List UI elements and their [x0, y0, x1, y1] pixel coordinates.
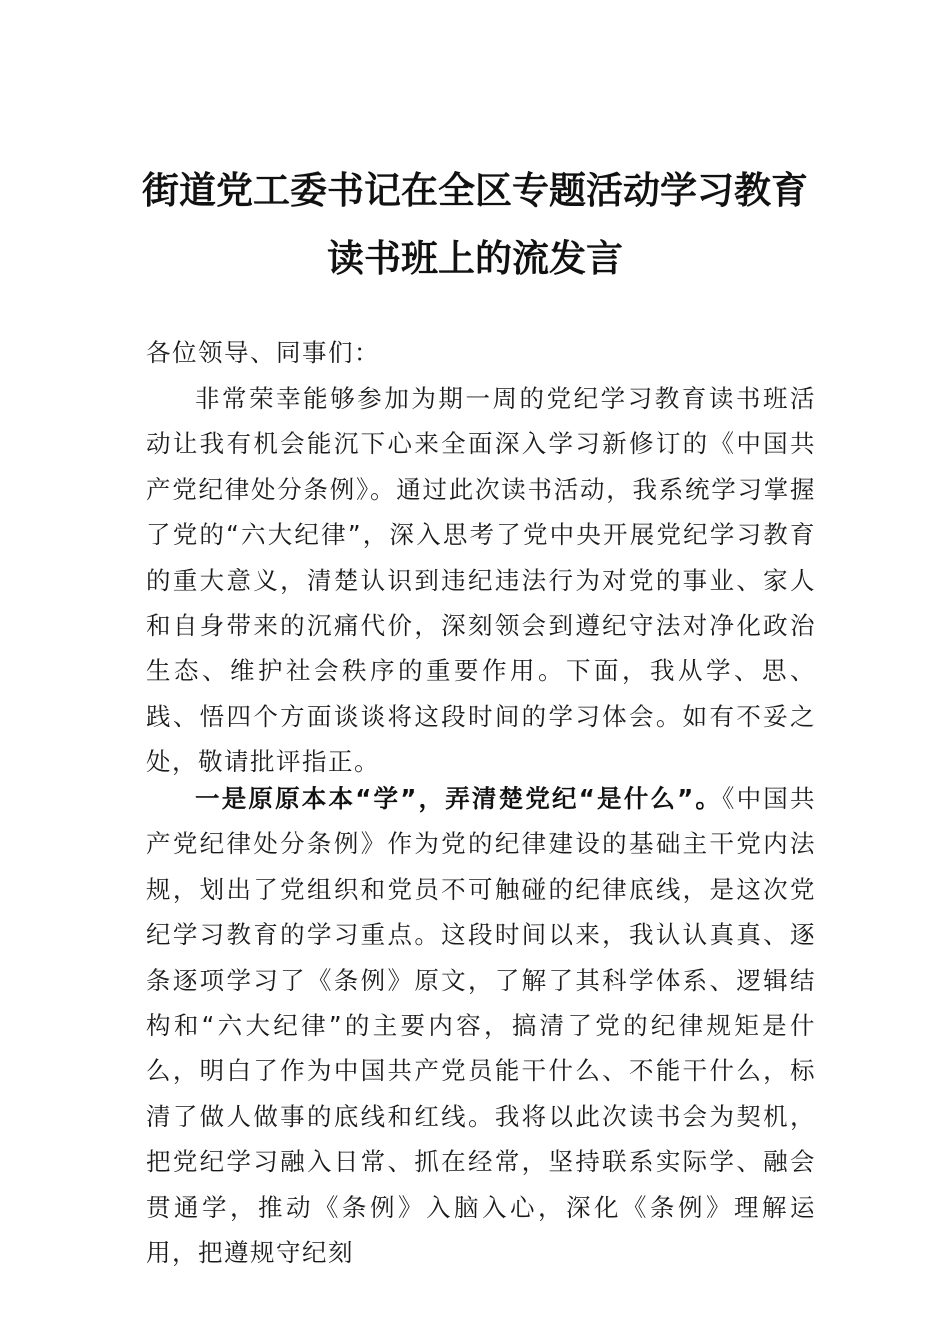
- salutation: 各位领导、同事们：: [146, 338, 380, 367]
- document-title-line1: 街道党工委书记在全区专题活动学习教育: [142, 168, 808, 212]
- section-one-body: 《中国共产党纪律处分条例》作为党的纪律建设的基础主干党内法规，划出了党组织和党员不可触碰的纪律底线，是这次党纪学习教育的学习重点。这段时间以来，我认认真真、逐条逐项学习了《条例》原文，了解了其科学体系、逻辑结构和“六大纪律”的主要内容，搞清了党的纪律规矩是什么，明白了作为中国共产党员能干什么、不能干什么，标清了做人做事的底线和红线。我将以此次读书会为契机，把党纪学习融入日常、抓在经常，坚持联系实际学、融会贯通学，推动《条例》入脑入心，深化《条例》理解运用，把遵规守纪刻: [146, 784, 816, 1268]
- paragraph-section-one: [146, 776, 816, 1275]
- paragraph-intro: 非常荣幸能够参加为期一周的党纪学习教育读书班活动让我有机会能沉下心来全面深入学习新修订的《中国共产党纪律处分条例》。通过此次读书活动，我系统学习掌握了党的“六大纪律”，深入思考了党中央开展党纪学习教育的重大意义，清楚认识到违纪违法行为对党的事业、家人和自身带来的沉痛代价，深刻领会到遵纪守法对净化政治生态、维护社会秩序的重要作用。下面，我从学、思、践、悟四个方面谈谈将这段时间的学习体会。如有不妥之处，敬请批评指正。: [146, 384, 816, 777]
- document-title-line2: 读书班上的流发言: [327, 236, 623, 280]
- section-one-heading: 一是原原本本“学”，弄清楚党纪“是什么”。: [195, 784, 723, 813]
